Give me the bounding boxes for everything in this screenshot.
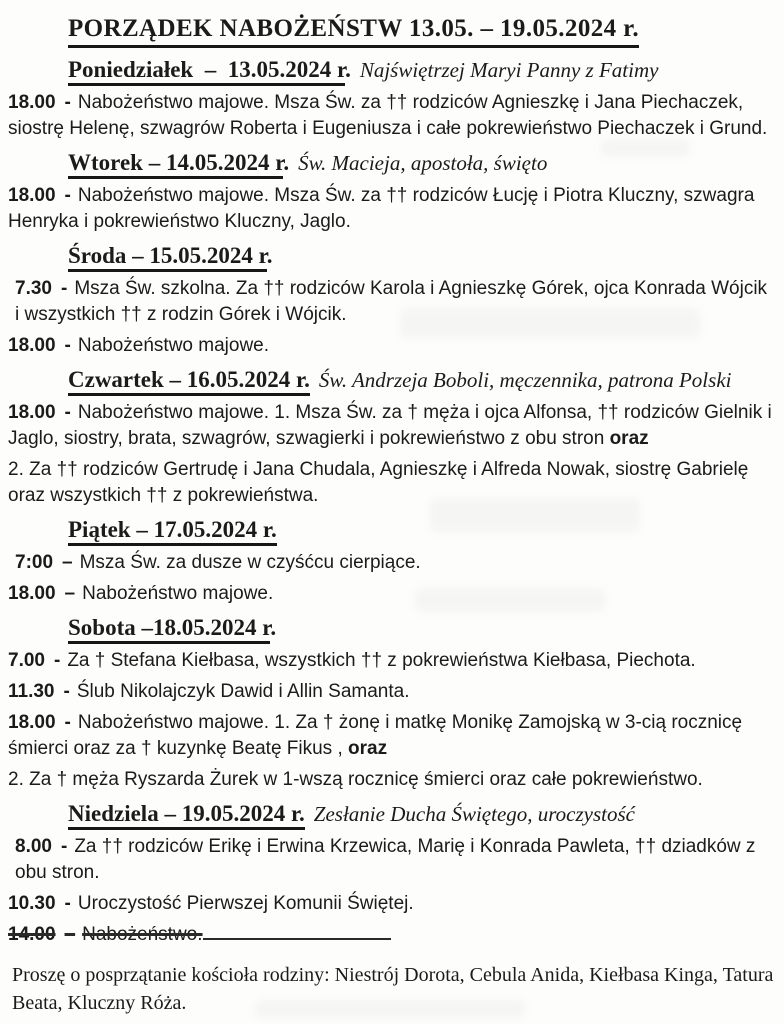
entry-text: 2. Za † męża Ryszarda Żurek w 1-wszą rocznicę śmierci oraz całe pokrewieństwo. bbox=[8, 769, 703, 790]
entry-time: 18.00 bbox=[8, 583, 56, 604]
entry-text: Nabożeństwo majowe. Msza Św. za †† rodziców Agnieszkę i Jana Piechaczek, siostrę Helenę, szwagrów Roberta i Eugeniusza i całe pokrewieństwo Piechaczek i Grund. bbox=[8, 92, 768, 139]
entry-time: 7.30 bbox=[15, 278, 52, 299]
schedule-entry bbox=[8, 834, 776, 886]
schedule-entry bbox=[8, 90, 776, 142]
entry-time: 18.00 bbox=[8, 92, 56, 113]
entry-time: 18.00 bbox=[8, 402, 56, 423]
entry-separator: - bbox=[64, 335, 71, 356]
day-section-piatek bbox=[8, 515, 776, 607]
entry-bold-suffix: oraz bbox=[348, 738, 388, 759]
schedule-entry bbox=[8, 679, 776, 705]
day-name: Czwartek – 16.05.2024 r. bbox=[68, 367, 310, 396]
day-name: Piątek – 17.05.2024 r. bbox=[68, 517, 277, 546]
day-name: Niedziela – 19.05.2024 r. bbox=[68, 801, 305, 830]
day-header bbox=[68, 515, 776, 545]
feast-name: Najświętrzej Maryi Panny z Fatimy bbox=[359, 58, 659, 82]
entry-text: Nabożeństwo majowe. Msza Św. za †† rodziców Łucję i Piotra Kluczny, szwagra Henryka i pokrewieństwo Kluczny, Jaglo. bbox=[8, 185, 755, 232]
entry-separator: - bbox=[64, 185, 71, 206]
entry-separator: – bbox=[62, 552, 73, 573]
schedule-entry bbox=[8, 333, 776, 359]
entry-time: 18.00 bbox=[8, 185, 56, 206]
day-header bbox=[68, 55, 776, 85]
day-dot: . bbox=[283, 150, 290, 175]
schedule-entry bbox=[8, 457, 776, 509]
day-name: Sobota –18.05.2024 r bbox=[68, 615, 270, 644]
entry-separator: - bbox=[53, 650, 61, 671]
day-name: Środa – 15.05.2024 r bbox=[68, 243, 267, 272]
entry-separator: - bbox=[60, 278, 68, 299]
day-section-sroda bbox=[8, 241, 776, 359]
cleaning-note: Proszę o posprzątanie kościoła rodziny: Niestrój Dorota, Cebula Anida, Kiełbasa Kinga, Tatura Beata, Kluczny Róża. bbox=[12, 964, 774, 1014]
day-dot: . bbox=[345, 57, 351, 82]
struck-text bbox=[8, 924, 203, 945]
day-section-poniedzialek bbox=[8, 55, 776, 142]
day-section-czwartek bbox=[8, 365, 776, 509]
entry-separator: - bbox=[64, 92, 71, 113]
schedule-entry bbox=[8, 276, 776, 328]
schedule-entry bbox=[8, 183, 776, 235]
entry-time: 14.00 bbox=[8, 924, 56, 945]
entry-time: 8.00 bbox=[15, 836, 52, 857]
entry-text: Ślub Nikolajczyk Dawid i Allin Samanta. bbox=[76, 681, 410, 702]
entry-text: Nabożeństwo. bbox=[82, 924, 203, 945]
day-header bbox=[68, 241, 776, 271]
entry-separator: – bbox=[64, 924, 76, 945]
day-header bbox=[68, 365, 776, 395]
schedule-entry bbox=[8, 891, 776, 917]
entry-time: 11.30 bbox=[8, 681, 55, 702]
entry-text: 2. Za †† rodziców Gertrudę i Jana Chudala, Agnieszkę i Alfreda Nowak, siostrę Gabrielę oraz wszystkich †† z pokrewieństwa. bbox=[8, 459, 749, 506]
schedule-entry bbox=[8, 581, 776, 607]
entry-time: 10.30 bbox=[8, 893, 56, 914]
day-section-niedziela bbox=[8, 799, 776, 948]
day-header bbox=[68, 148, 776, 178]
entry-separator: - bbox=[63, 681, 70, 702]
day-header bbox=[68, 799, 776, 829]
schedule-entry bbox=[8, 767, 776, 793]
entry-text: Za †† rodziców Erikę i Erwina Krzewica, Marię i Konrada Pawleta, †† dziadków z obu stron. bbox=[15, 836, 756, 883]
schedule-entry bbox=[8, 400, 776, 452]
entry-time: 7:00 bbox=[15, 552, 54, 573]
document-title: PORZĄDEK NABOŻEŃSTW 13.05. – 19.05.2024 r. bbox=[68, 14, 639, 48]
entry-text: Nabożeństwo majowe. bbox=[77, 335, 270, 356]
blank-line bbox=[203, 935, 391, 940]
day-name: Wtorek – 14.05.2024 r bbox=[68, 150, 283, 179]
day-name: Poniedziałek – 13.05.2024 r bbox=[68, 57, 345, 86]
day-section-wtorek bbox=[8, 148, 776, 235]
entry-text: Msza Św. szkolna. Za †† rodziców Karola i Agnieszkę Górek, ojca Konrada Wójcik i wszystkich †† z rodzin Górek i Wójcik. bbox=[15, 278, 768, 325]
entry-separator: – bbox=[64, 583, 76, 604]
entry-bold-suffix: oraz bbox=[609, 428, 649, 449]
entry-text: Uroczystość Pierwszej Komunii Świętej. bbox=[77, 893, 414, 914]
entry-text: Nabożeństwo majowe. 1. Za † żonę i matkę Monikę Zamojską w 3-cią rocznicę śmierci oraz za † kuzynkę Beatę Fikus , bbox=[8, 712, 743, 759]
entry-time: 18.00 bbox=[8, 712, 56, 733]
schedule-entry bbox=[8, 648, 776, 674]
feast-name: Św. Macieja, apostoła, święto bbox=[298, 151, 548, 175]
entry-time: 7.00 bbox=[8, 650, 45, 671]
feast-name: Św. Andrzeja Boboli, męczennika, patrona Polski bbox=[318, 368, 732, 392]
entry-separator: - bbox=[64, 402, 71, 423]
entry-text: Msza Św. za dusze w czyśćcu cierpiące. bbox=[79, 552, 421, 573]
entry-separator: - bbox=[64, 712, 71, 733]
entry-text: Za † Stefana Kiełbasa, wszystkich †† z pokrewieństwa Kiełbasa, Piechota. bbox=[67, 650, 696, 671]
entry-text: Nabożeństwo majowe. 1. Msza Św. za † męża i ojca Alfonsa, †† rodziców Gielnik i Jaglo, siostry, brata, szwagrów, szwagierki i pokrewieństwo z obu stron bbox=[8, 402, 772, 449]
schedule-entry bbox=[8, 710, 776, 762]
day-header bbox=[68, 613, 776, 643]
entry-time: 18.00 bbox=[8, 335, 56, 356]
entry-separator: - bbox=[64, 893, 71, 914]
schedule-entry bbox=[8, 922, 776, 948]
entry-text: Nabożeństwo majowe. bbox=[82, 583, 274, 604]
day-dot: . bbox=[266, 243, 273, 268]
feast-name: Zesłanie Ducha Świętego, uroczystość bbox=[313, 802, 635, 826]
schedule bbox=[8, 55, 776, 948]
day-section-sobota bbox=[8, 613, 776, 793]
schedule-entry bbox=[8, 550, 776, 576]
entry-separator: - bbox=[60, 836, 68, 857]
day-dot: . bbox=[270, 615, 277, 640]
